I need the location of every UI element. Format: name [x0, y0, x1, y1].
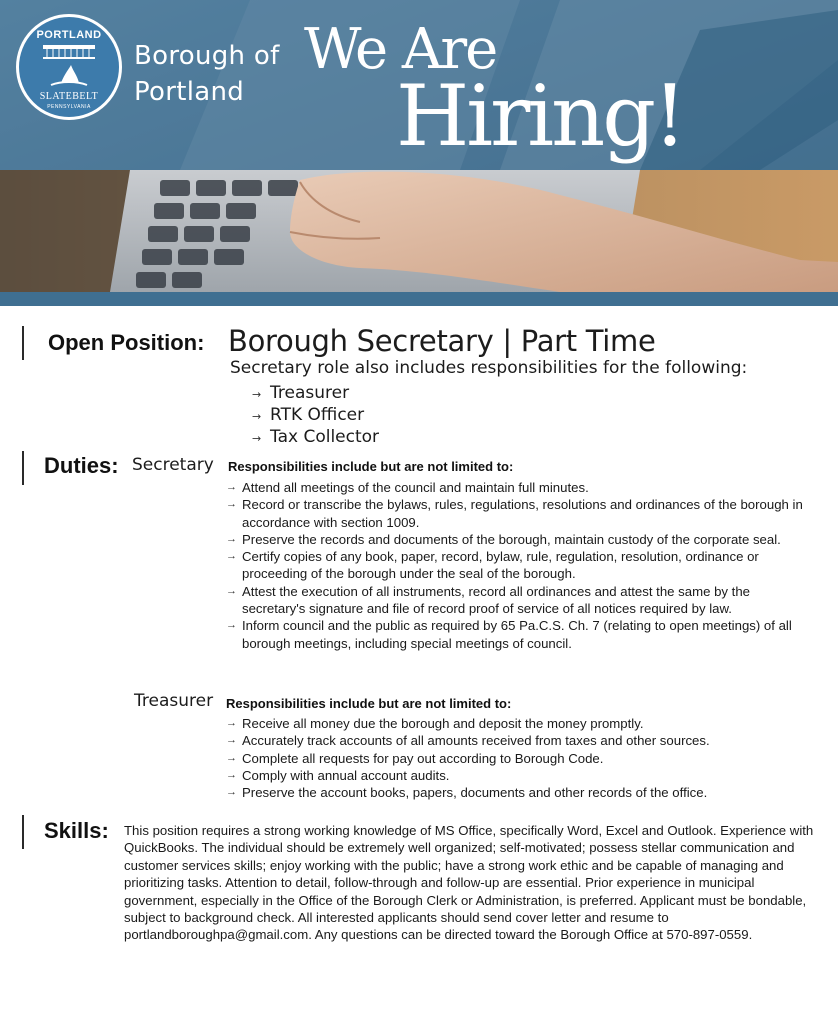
section-bar-duties [22, 451, 24, 485]
arrow-icon: → [226, 550, 237, 563]
position-title: Borough Secretary | Part Time [228, 324, 656, 358]
headline-hiring: Hiring! [396, 67, 684, 165]
secretary-duty-list [226, 479, 816, 652]
arrow-icon: → [226, 717, 237, 729]
arrow-icon: → [252, 432, 262, 445]
borough-logo [16, 14, 122, 120]
arrow-icon: → [226, 768, 237, 781]
banner-bottom-stripe [0, 292, 838, 306]
secretary-responsibilities-heading: Responsibilities include but are not limited to: [228, 459, 514, 474]
open-position-label: Open Position: [48, 330, 205, 355]
arrow-icon: → [226, 584, 237, 597]
list-item: → Accurately track accounts of all amounts received from taxes and other sources. [226, 733, 710, 749]
arrow-icon: → [226, 498, 237, 511]
role-label: RTK Officer [270, 405, 365, 425]
arrow-icon: → [252, 388, 262, 401]
list-item: → Attest the execution of all instruments, record all ordinances and attest the same by the secretary's signature and file of record proof of service of all notices required by law. [226, 583, 750, 617]
logo-state-text: PENNSYLVANIA [47, 104, 91, 110]
role-item [252, 382, 379, 404]
header-banner [0, 0, 838, 306]
list-item: → Complete all requests for pay out according to Borough Code. [226, 750, 604, 766]
list-item: → Certify copies of any book, paper, record, bylaw, rule, regulation, resolution, ordinance or proceeding of the borough under the seal of the borough. [226, 549, 759, 582]
list-item: → Receive all money due the borough and deposit the money promptly. [226, 716, 644, 731]
duties-label: Duties: [44, 453, 119, 478]
skills-label: Skills: [44, 818, 109, 843]
treasurer-duty-list [226, 715, 816, 801]
role-label: Treasurer [270, 383, 350, 403]
list-item: → Attend all meetings of the council and maintain full minutes. [226, 480, 589, 495]
org-name-line-1: Borough of [134, 41, 280, 71]
headline-we-are: We Are [304, 17, 497, 82]
list-item: → Record or transcribe the bylaws, rules, regulations, resolutions and ordinances of the borough in accordance with section 1009. [226, 497, 803, 530]
position-subtitle: Secretary role also includes responsibilities for the following: [230, 358, 748, 378]
section-bar-skills [22, 815, 24, 849]
org-name-line-2: Portland [134, 77, 245, 107]
org-name [134, 38, 280, 110]
list-item: → Preserve the account books, papers, documents and other records of the office. [226, 785, 708, 801]
treasurer-responsibilities-heading: Responsibilities include but are not limited to: [226, 696, 512, 711]
role-list [252, 382, 379, 448]
arrow-icon: → [252, 410, 262, 423]
role-item [252, 404, 379, 426]
role-item [252, 426, 379, 448]
arrow-icon: → [226, 786, 237, 799]
list-item: → Comply with annual account audits. [226, 767, 450, 783]
arrow-icon: → [226, 481, 237, 493]
section-bar-position [22, 326, 24, 360]
list-item: → Preserve the records and documents of the borough, maintain custody of the corporate seal. [226, 531, 781, 547]
arrow-icon: → [226, 619, 237, 632]
logo-bottom-text: SLATEBELT [39, 91, 99, 102]
logo-top-text: PORTLAND [36, 29, 102, 41]
role-label: Tax Collector [270, 427, 380, 447]
secretary-label: Secretary [132, 455, 214, 475]
arrow-icon: → [226, 532, 237, 545]
arrow-icon: → [226, 751, 237, 764]
skills-paragraph: This position requires a strong working knowledge of MS Office, specifically Word, Excel and Outlook. Experience with QuickBooks. The individual should be extremely well organized; self-motivated; possess stellar communication and customer services skills; enjoy working with the public; have a strong work ethic and be capable of managing and prioritizing tasks. Attention to detail, follow-through and follow-up are essential. Prior experience in municipal government, especially in the Office of the Borough Clerk or Administration, is preferred. Applicant must be bondable, subject to background check. All interested applicants should send cover letter and resume to portlandboroughpa@gmail.com. Any questions can be directed toward the Borough Office at 570-897-0559. [124, 823, 814, 943]
arrow-icon: → [226, 734, 237, 747]
list-item: → Inform council and the public as required by 65 Pa.C.S. Ch. 7 (relating to open meetings) of all borough meetings, including special meetings of council. [226, 618, 792, 651]
treasurer-label: Treasurer [134, 691, 214, 711]
bridge-river-icon [41, 43, 97, 91]
